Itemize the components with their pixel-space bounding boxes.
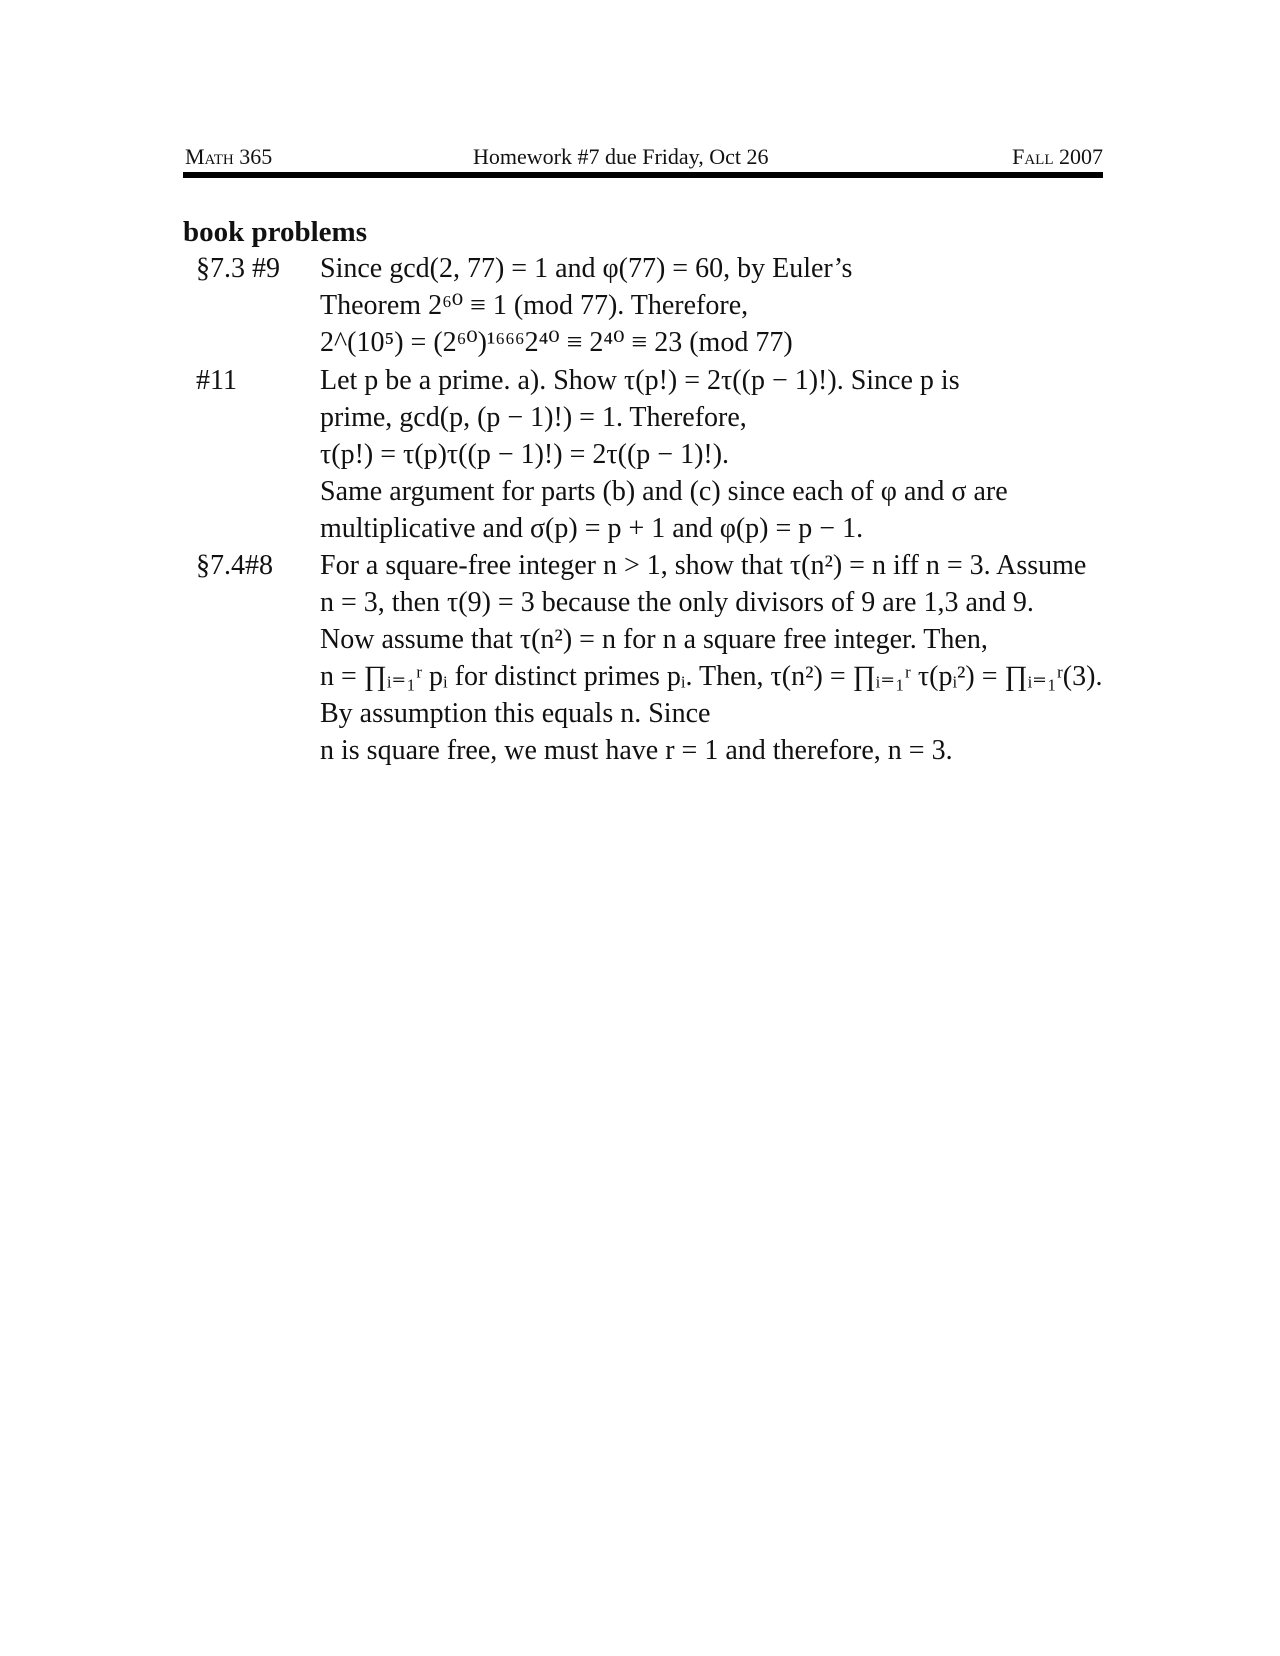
solution-line: multiplicative and σ(p) = p + 1 and φ(p) = p − 1. [320, 513, 864, 544]
problem-label: #11 [196, 365, 237, 396]
solution-line: n = 3, then τ(9) = 3 because the only divisors of 9 are 1,3 and 9. [320, 587, 1034, 618]
term-label: Fall 2007 [1012, 144, 1103, 169]
solution-line: Same argument for parts (b) and (c) since each of φ and σ are [320, 476, 1008, 507]
solution-line: n = ∏ᵢ₌₁ʳ pᵢ for distinct primes pᵢ. Then, τ(n²) = ∏ᵢ₌₁ʳ τ(pᵢ²) = ∏ᵢ₌₁ʳ(3). [320, 661, 1103, 692]
course-name: Math 365 [185, 144, 273, 169]
header-rule [183, 172, 1103, 178]
solution-line: 2^(10⁵) = (2⁶⁰)¹⁶⁶⁶2⁴⁰ ≡ 2⁴⁰ ≡ 23 (mod 77) [320, 327, 793, 358]
problem-label: §7.3 #9 [196, 253, 280, 284]
problem-label: §7.4#8 [196, 550, 273, 581]
solution-line: Theorem 2⁶⁰ ≡ 1 (mod 77). Therefore, [320, 290, 749, 321]
section-title: book problems [183, 216, 367, 248]
solution-line: Now assume that τ(n²) = n for n a square free integer. Then, [320, 624, 988, 655]
page-header [183, 140, 1103, 180]
solution-line: prime, gcd(p, (p − 1)!) = 1. Therefore, [320, 402, 747, 433]
homework-title: Homework #7 due Friday, Oct 26 [473, 144, 769, 169]
solution-line: n is square free, we must have r = 1 and therefore, n = 3. [320, 735, 953, 766]
solution-line: Since gcd(2, 77) = 1 and φ(77) = 60, by Euler’s [320, 253, 853, 284]
solution-line: For a square-free integer n > 1, show that τ(n²) = n iff n = 3. Assume [320, 550, 1087, 581]
solution-line: τ(p!) = τ(p)τ((p − 1)!) = 2τ((p − 1)!). [320, 439, 730, 470]
solution-line: Let p be a prime. a). Show τ(p!) = 2τ((p − 1)!). Since p is [320, 365, 960, 396]
solution-line: By assumption this equals n. Since [320, 698, 711, 729]
